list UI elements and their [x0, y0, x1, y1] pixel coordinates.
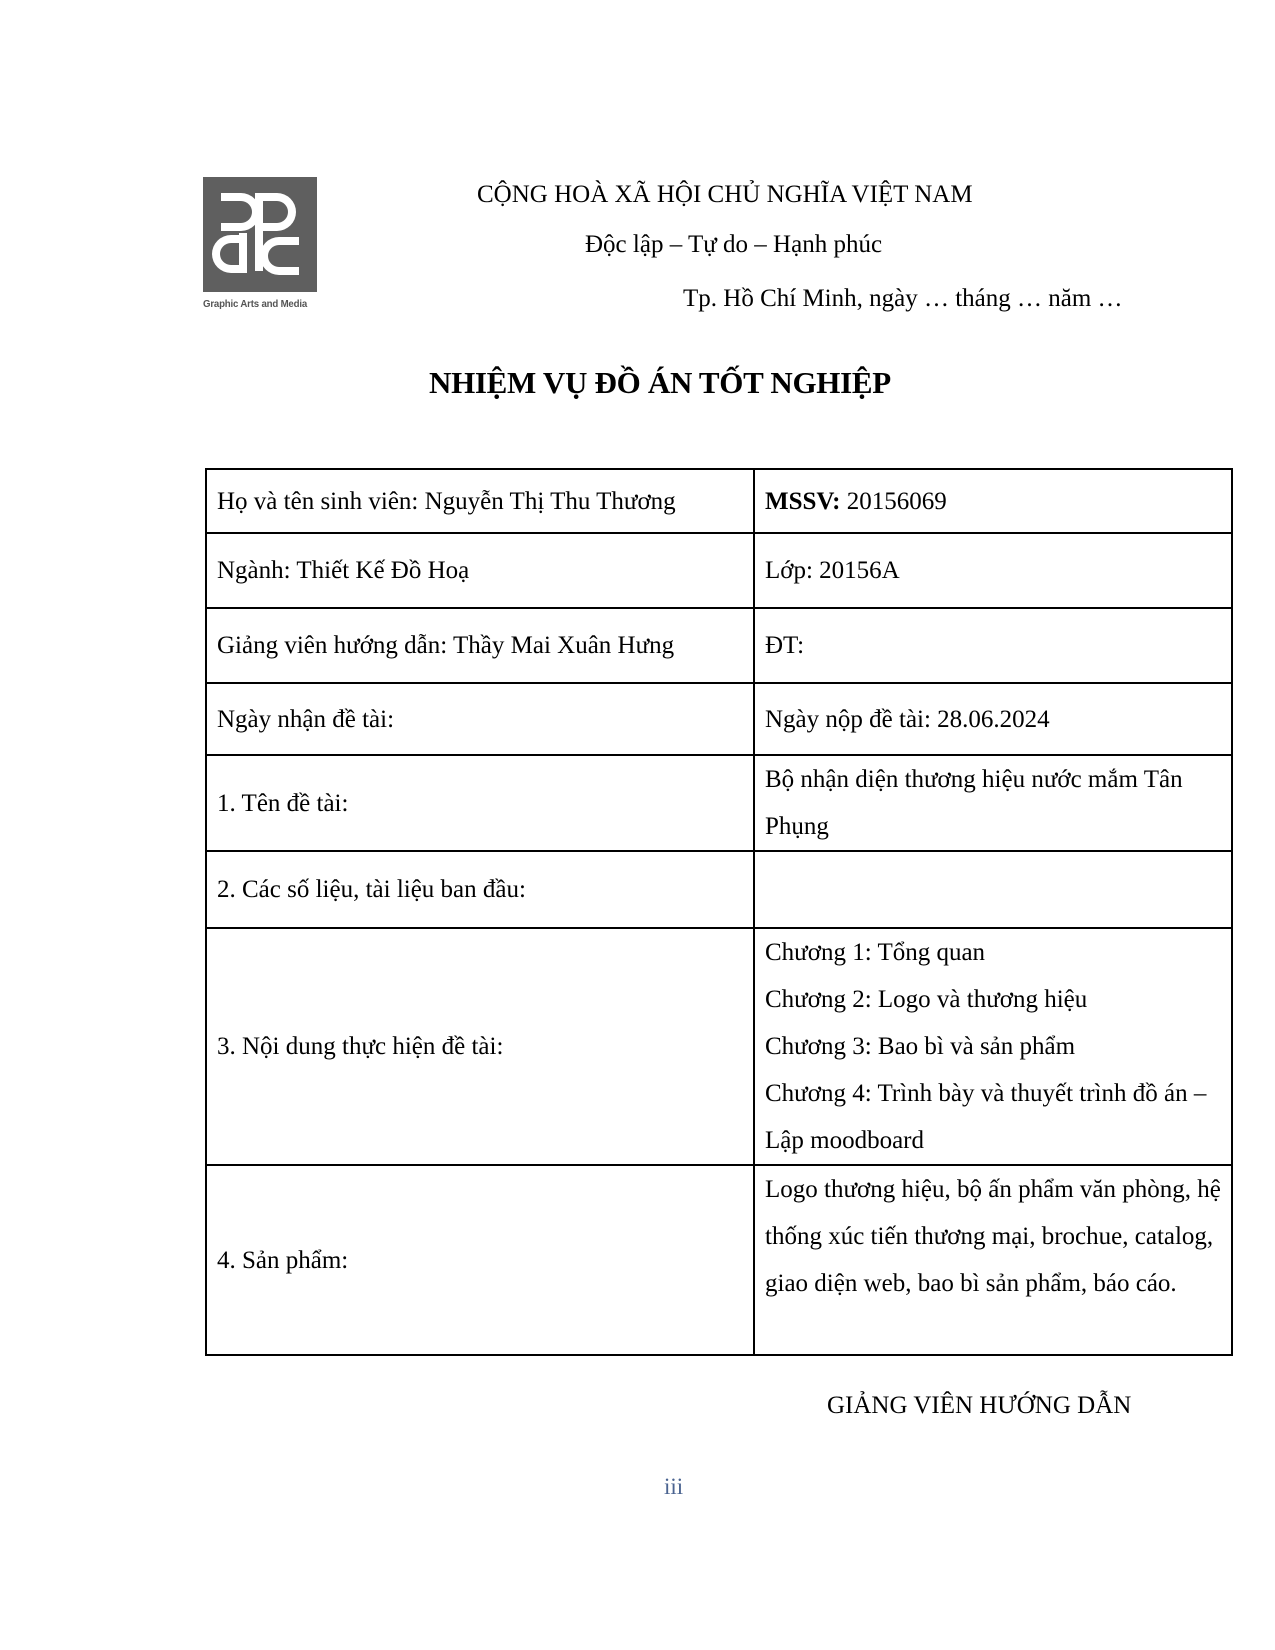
table-row-topic — [206, 755, 1232, 851]
logo-monogram-svg — [203, 177, 317, 292]
student-id-label: MSSV: — [765, 487, 841, 515]
motto: Độc lập – Tự do – Hạnh phúc — [585, 231, 883, 258]
chapter-1: Chương 1: Tổng quan — [765, 939, 986, 966]
nation-heading: CỘNG HOÀ XÃ HỘI CHỦ NGHĨA VIỆT NAM — [477, 181, 973, 208]
class-cell: Lớp: 20156A — [754, 533, 1232, 608]
advisor-signature-label: GIẢNG VIÊN HƯỚNG DẪN — [827, 1392, 1132, 1419]
place-date: Tp. Hồ Chí Minh, ngày … tháng … năm … — [683, 285, 1123, 312]
table-row-products — [206, 1165, 1232, 1355]
table-row-materials — [206, 851, 1232, 928]
student-name-cell: Họ và tên sinh viên: Nguyễn Thị Thu Thương — [206, 469, 754, 533]
major-cell: Ngành: Thiết Kế Đồ Hoạ — [206, 533, 754, 608]
received-date-cell: Ngày nhận đề tài: — [206, 683, 754, 755]
gdc-monogram-logo-icon — [203, 177, 317, 292]
student-id-value: 20156069 — [840, 487, 947, 515]
task-table — [205, 468, 1233, 1356]
products-label-cell: 4. Sản phẩm: — [206, 1165, 754, 1355]
logo-caption: Graphic Arts and Media — [203, 298, 308, 310]
table-row-content — [206, 928, 1232, 1165]
chapter-4: Chương 4: Trình bày và thuyết trình đồ án – Lập moodboard — [765, 1080, 1207, 1154]
table-row-major — [206, 533, 1232, 608]
topic-value-cell: Bộ nhận diện thương hiệu nước mắm Tân Phụng — [754, 755, 1232, 851]
materials-label-cell: 2. Các số liệu, tài liệu ban đầu: — [206, 851, 754, 928]
table-row-advisor — [206, 608, 1232, 683]
student-id-cell — [754, 469, 1232, 533]
chapter-3: Chương 3: Bao bì và sản phẩm — [765, 1033, 1076, 1060]
submission-date-cell: Ngày nộp đề tài: 28.06.2024 — [754, 683, 1232, 755]
products-value-cell: Logo thương hiệu, bộ ấn phẩm văn phòng, hệ thống xúc tiến thương mại, brochue, catalog, giao diện web, bao bì sản phẩm, báo cáo. — [754, 1165, 1232, 1355]
page-number: iii — [664, 1474, 684, 1499]
table-row-student — [206, 469, 1232, 533]
advisor-cell: Giảng viên hướng dẫn: Thầy Mai Xuân Hưng — [206, 608, 754, 683]
content-label-cell: 3. Nội dung thực hiện đề tài: — [206, 928, 754, 1165]
topic-label-cell: 1. Tên đề tài: — [206, 755, 754, 851]
page-title: NHIỆM VỤ ĐỒ ÁN TỐT NGHIỆP — [429, 365, 891, 400]
table-row-dates — [206, 683, 1232, 755]
chapter-2: Chương 2: Logo và thương hiệu — [765, 986, 1088, 1013]
content-value-cell — [754, 928, 1232, 1165]
materials-value-cell — [754, 851, 1232, 928]
phone-cell: ĐT: — [754, 608, 1232, 683]
